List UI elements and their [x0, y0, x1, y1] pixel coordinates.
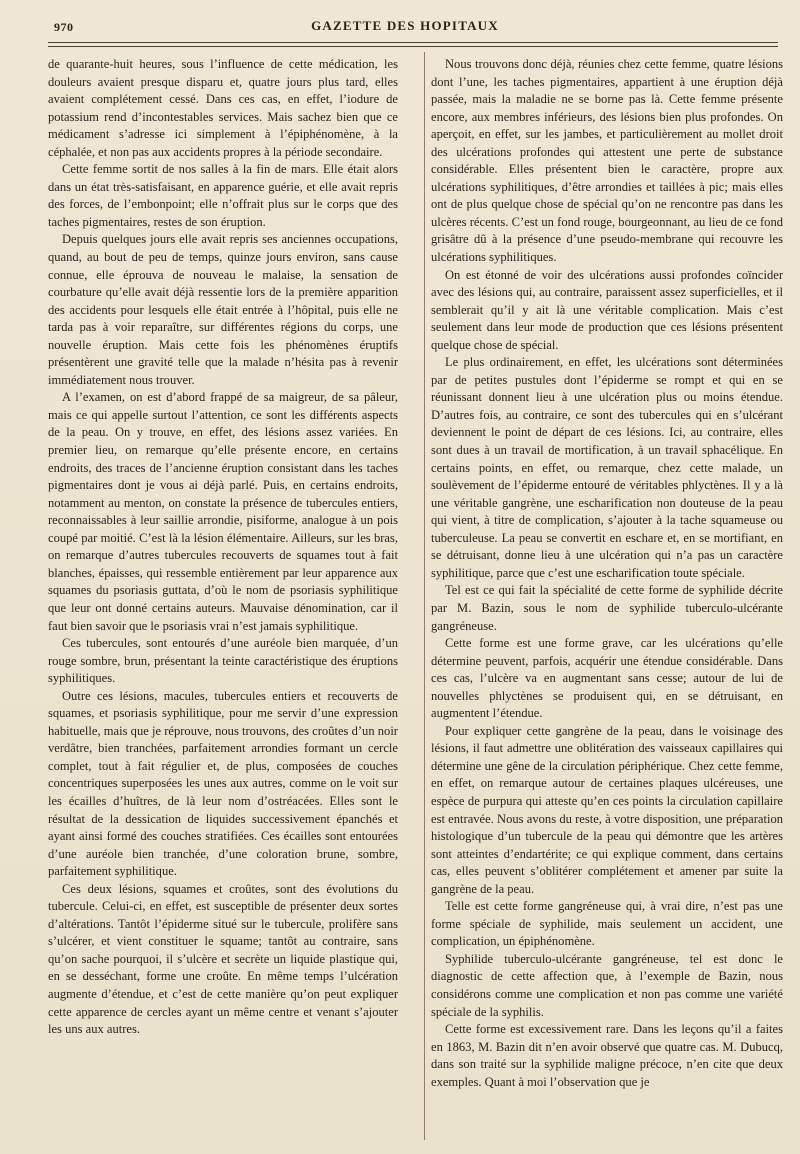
paragraph: Tel est ce qui fait la spécialité de cette forme de syphilide décrite par M. Bazin, sous le nom de syphilide tuberculo-ulcérante gangréneuse. — [431, 583, 783, 633]
right-column — [431, 56, 783, 1091]
paragraph: Depuis quelques jours elle avait repris ses anciennes occupations, quand, au bout de peu de temps, quinze jours environ, sans cause connue, elle éprouva de nouveau le malaise, la sensation de courbature qu’elle avait déjà ressentie lors de la première apparition des accidents pour lesquels elle était entrée à l’hôpital, puis elle ne tarda pas à voir reparaître, sur différentes régions du corps, une nouvelle éruption. Mais cette fois les phénomènes éruptifs présentèrent une gravité telle que la malade n’hésita pas à revenir immédiatement nous trouver. — [48, 232, 398, 387]
paragraph: A l’examen, on est d’abord frappé de sa maigreur, de sa pâleur, mais ce qui appelle surtout l’attention, ce sont les différents aspects de la peau. On y trouve, en effet, des lésions assez variées. En premier lieu, on remarque qu’elle présente encore, en certains endroits, des traces de l’ancienne éruption consistant dans les taches pigmentaires dont je vous ai déjà parlé. Puis, en certains endroits, notamment au menton, on constate la présence de tubercules entiers, reconnaissables à leur saillie arrondie, pisiforme, analogue à un pois coupé par moitié. C’est là la lésion élémentaire. Ailleurs, sur les bras, on remarque d’autres tubercules recouverts de squames tout à fait blanches, épaisses, qui ressemble entièrement par leur apparence aux squames du psoriasis guttata, d’où le nom de psoriasis syphilitique que leur ont donné certains auteurs. Mauvaise dénomination, car il faut bien savoir que le psoriasis vrai n’est jamais syphilitique. — [48, 390, 398, 633]
paragraph: Outre ces lésions, macules, tubercules entiers et recouverts de squames, et psoriasis syphilitique, pour me servir d’une expression habituelle, mais que je réprouve, nous trouvons, des croûtes d’un noir verdâtre, bien tranchées, parfaitement arrondies formant un cercle complet, tout à fait régulier et, de plus, composées de couches concentriques superposées les unes aux autres, comme on le voit sur les écailles d’huîtres, de là leur nom d’ostréacées. Elles sont le résultat de la dessication de liquides successivement épanchés et ayant ainsi formé des couches stratifiées. Ces écailles sont entourées d’une auréole bien tranchée, d’une coloration brune, sombre, parfaitement syphilitique. — [48, 688, 398, 879]
paragraph: On est étonné de voir des ulcérations aussi profondes coïncider avec des lésions qui, au contraire, paraissent assez superficielles, et il semblerait qu’il y ait là une véritable complication. Mais c’est seulement dans leur mode de production que ces lésions présentent quelque chose de spécial. — [431, 267, 783, 352]
paragraph: Cette femme sortit de nos salles à la fin de mars. Elle était alors dans un état très-satisfaisant, en apparence guérie, et elle avait repris des forces, de l’embonpoint; elle n’offrait plus sur le corps que des taches pigmentaires, restes de son éruption. — [48, 162, 398, 229]
paragraph: Cette forme est une forme grave, car les ulcérations qu’elle détermine peuvent, parfois, acquérir une étendue considérable. Dans ces cas, l’ulcère va en augmentant sans cesse; autour de lui de nouvelles phlyctènes se produisent qui, en se détruisant, en augmentent l’étendue. — [431, 636, 783, 721]
header-rule — [48, 42, 778, 43]
paragraph: Nous trouvons donc déjà, réunies chez cette femme, quatre lésions dont l’une, les taches pigmentaires, appartient à une éruption déjà passée, mais la maladie ne se borne pas là. Cette femme présente encore, aux membres inférieurs, des lésions bien plus profondes. On aperçoit, en effet, sur les jambes, et particulièrement au mollet droit des ulcérations profondes qui attestent une perte de substance considérable. Elles présentent bien le caractère, propre aux ulcérations syphilitiques, d’être arrondies et taillées à pic; mais elles ont de plus quelque chose de spécial qu’on ne rencontre pas dans les ulcères récents. C’est un fond rouge, bourgeonnant, au lieu de ce fond grisâtre dû à la présence d’une pseudo-membrane qui recouvre les ulcérations syphilitiques. — [431, 57, 783, 265]
page-header — [40, 14, 770, 40]
header-rule-thin — [48, 46, 778, 47]
paragraph: Ces tubercules, sont entourés d’une auréole bien marquée, d’un rouge sombre, brun, présentant la teinte caractéristique des éruptions syphilitiques. — [48, 636, 398, 686]
paragraph: Syphilide tuberculo-ulcérante gangréneuse, tel est donc le diagnostic de cette affection que, à l’exemple de Bazin, nous considérons comme une complication et non pas comme une variété spéciale de la syphilis. — [431, 951, 783, 1019]
paragraph: de quarante-huit heures, sous l’influence de cette médication, les douleurs avaient presque disparu et, quatre jours plus tard, elles avaient complétement cessé. Dans ces cas, en effet, l’iodure de potassium rend d’incontestables services. Mais sachez bien que ce médicament s’adresse ici simplement à l’épiphénomène, à la céphalée, et non pas aux accidents propres à la période secondaire. — [48, 57, 398, 159]
column-divider — [424, 52, 425, 1140]
paragraph: Pour expliquer cette gangrène de la peau, dans le voisinage des lésions, il faut admettre une oblitération des vaisseaux capillaires qui détermine une gêne de la circulation périphérique. Chez cette femme, en effet, on remarque autour de certaines plaques ulcéreuses, une espèce de purpura qui atteste qu’en ces points la circulation capillaire est entravée. Nous avons du reste, à votre disposition, une préparation histologique d’un tubercule de la peau qui démontre que les artères sont atteintes d’endartérite; ce qui explique comment, dans certains cas, elles peuvent s’oblitérer complétement et amener par suite la gangrène de la peau. — [431, 723, 783, 896]
paragraph: Le plus ordinairement, en effet, les ulcérations sont déterminées par de petites pustules dont l’épiderme se rompt et qui en se réunissant donnent lieu à une ulcération plus ou moins étendue. D’autres fois, au contraire, ce sont des tubercules qui en s’ulcérant deviennent le point de départ de ces lésions. Ici, au contraire, elles sont dues à un travail de mortification, à un travail sphacélique. En certains points, en effet, ou remarque, chez cette malade, un soulèvement de l’épiderme entouré de véritables phlyctènes. Il y a là une véritable gangrène, une escharification non douteuse de la peau qui vient, à titre de complication, s’ajouter à la tache squameuse ou tuberculeuse. La peau se convertit en eschare et, en se mortifiant, en se détruisant, donne lieu à une ulcération qui n’a pas un caractère syphilitique, parce que c’est une escharification toute spéciale. — [431, 355, 783, 580]
page-number: 970 — [54, 20, 74, 34]
paragraph: Cette forme est excessivement rare. Dans les leçons qu’il a faites en 1863, M. Bazin dit n’en avoir observé que quatre cas. M. Dubucq, dans son traité sur la syphilide maligne précoce, n’en cite que deux exemples. Quant à moi l’observation que je — [431, 1022, 783, 1089]
paragraph: Ces deux lésions, squames et croûtes, sont des évolutions du tubercule. Celui-ci, en effet, est susceptible de présenter deux sortes d’altérations. Tantôt l’épiderme situé sur le tubercule, prolifère sans s’ulcérer, et vient constituer le squame; tantôt au contraire, sans qu’on sache pourquoi, il s’ulcère et secrète un liquide plastique qui, en se desséchant, forme une croûte. En même temps l’ulcération augmente d’étendue, et c’est de cette manière qu’on peut expliquer cette apparence de cercles ayant un même centre et venant s’ajouter les uns aux autres. — [48, 881, 398, 1037]
running-title: GAZETTE DES HOPITAUX — [311, 18, 499, 33]
left-column — [48, 56, 398, 1039]
paragraph: Telle est cette forme gangréneuse qui, à vrai dire, n’est pas une forme spéciale de syphilide, mais seulement un accident, une complication, un épiphénomène. — [431, 899, 783, 949]
